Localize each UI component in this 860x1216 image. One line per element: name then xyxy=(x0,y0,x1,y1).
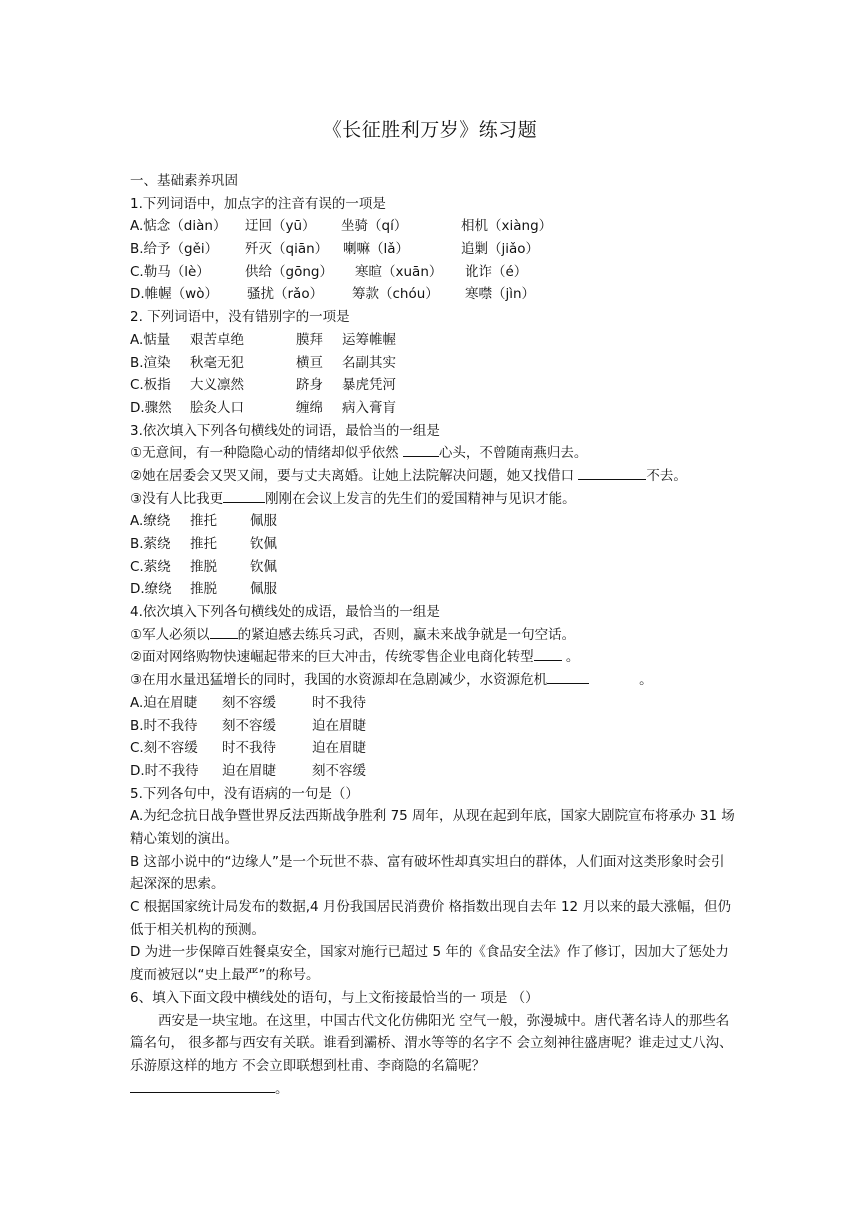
option-item: A.惦念（diàn） xyxy=(130,218,227,235)
document-title: 《长征胜利万岁》练习题 xyxy=(322,119,538,141)
sentence-text: ③在用水量迅猛增长的同时，我国的水资源却在急剧减少，水资源危机 xyxy=(130,672,548,689)
question-4-sentence-1 xyxy=(130,624,735,647)
question-2-option-a xyxy=(130,329,735,352)
sentence-text: 。 xyxy=(561,649,580,666)
question-2-option-b xyxy=(130,352,735,375)
section-heading: 一、基础素养巩固 xyxy=(130,173,238,189)
option-item: 跻身 xyxy=(296,377,323,394)
question-1-option-a xyxy=(130,215,735,238)
option-item: 坐骑（qí） xyxy=(341,218,408,235)
blank-line xyxy=(223,488,265,503)
option-item: 寒暄（xuān） xyxy=(355,263,443,280)
option-item: 迂回（yū） xyxy=(245,218,316,235)
blank-line xyxy=(534,646,562,661)
sentence-text: 刚刚在会议上发言的先生们的爱国精神与见识才能。 xyxy=(265,490,576,507)
blank-line xyxy=(547,669,589,684)
question-3-option-a xyxy=(130,510,735,533)
option-item: 暴虎凭河 xyxy=(342,377,396,394)
question-4-option-c xyxy=(130,737,735,760)
option-item: 运筹帷幄 xyxy=(342,331,396,348)
option-item: 推托 xyxy=(190,513,217,530)
question-6-stem: 6、填入下面文段中横线处的语句，与上文衔接最恰当的一 项是 （） xyxy=(130,989,539,1006)
option-item: 佩服 xyxy=(250,581,277,598)
question-4-option-d xyxy=(130,760,735,783)
question-1-stem: 1.下列词语中，加点字的注音有误的一项是 xyxy=(130,195,386,212)
option-item: 时不我待 xyxy=(312,694,366,711)
question-1-option-c xyxy=(130,261,735,284)
sentence-text: ③没有人比我更 xyxy=(130,490,224,507)
question-4-sentence-3 xyxy=(130,669,735,692)
option-item: 名副其实 xyxy=(342,354,396,371)
sentence-text: ①无意间，有一种隐隐心动的情绪却似乎依然 xyxy=(130,445,403,462)
question-2-option-c xyxy=(130,374,735,397)
option-item: A.惦量 xyxy=(130,331,171,348)
question-2-option-d xyxy=(130,397,735,420)
blank-line xyxy=(130,1078,275,1093)
option-item: A.迫在眉睫 xyxy=(130,694,198,711)
question-3-sentence-2 xyxy=(130,465,735,488)
sentence-text: 。 xyxy=(639,672,653,689)
option-item: B.萦绕 xyxy=(130,536,171,552)
blank-line xyxy=(210,624,238,639)
option-item: D.帷幄（wò） xyxy=(130,286,218,303)
option-item: 秋毫无犯 xyxy=(190,354,244,371)
question-1-option-b xyxy=(130,238,735,261)
question-4-option-b xyxy=(130,715,735,738)
sentence-text: ①军人必须以 xyxy=(130,626,210,643)
option-item: 刻不容缓 xyxy=(222,717,276,734)
question-5-option-b: B 这部小说中的“边缘人”是一个玩世不恭、富有破坏性却真实坦白的群体，人们面对这类形象时会引起深深的思索。 xyxy=(130,853,725,893)
question-2-stem: 2. 下列词语中，没有错别字的一项是 xyxy=(130,309,350,326)
option-item: 推托 xyxy=(190,536,217,552)
option-item: 刻不容缓 xyxy=(312,762,366,779)
question-5-stem: 5.下列各句中，没有语病的一句是（） xyxy=(130,785,359,802)
question-4-sentence-2 xyxy=(130,646,735,669)
sentence-text: ②面对网络购物快速崛起带来的巨大冲击，传统零售企业电商化转型 xyxy=(130,649,534,666)
option-item: B.给予（gěi） xyxy=(130,241,219,258)
blank-line xyxy=(578,465,646,480)
question-3-sentence-1 xyxy=(130,442,735,465)
question-3-option-b xyxy=(130,533,735,556)
option-item: D.时不我待 xyxy=(130,762,199,779)
question-3-stem: 3.依次填入下列各句横线处的词语，最恰当的一组是 xyxy=(130,422,440,439)
option-item: 刻不容缓 xyxy=(222,694,276,711)
option-item: 推脱 xyxy=(190,581,217,598)
question-1-option-d xyxy=(130,283,735,306)
question-4-option-a xyxy=(130,692,735,715)
question-3-option-c xyxy=(130,556,735,579)
question-5-option-d: D 为进一步保障百姓餐桌安全，国家对施行已超过 5 年的《食品安全法》作了修订，因加大了惩处力度而被冠以“史上最严”的称号。 xyxy=(130,944,729,984)
question-4-stem: 4.依次填入下列各句横线处的成语，最恰当的一组是 xyxy=(130,604,440,621)
option-item: 寒噤（jìn） xyxy=(465,286,536,303)
option-item: 相机（xiàng） xyxy=(461,218,553,235)
question-3-sentence-3 xyxy=(130,488,735,511)
sentence-text: 不去。 xyxy=(646,467,687,484)
option-item: 大义凛然 xyxy=(190,377,244,394)
option-item: 横亘 xyxy=(296,354,323,371)
question-6-passage: 西安是一块宝地。在这里，中国古代文化仿佛阳光 空气一般，弥漫城中。唐代著名诗人的那些名篇名句， 很多都与西安有关联。谁看到灞桥、渭水等等的名字不 会立刻神往盛唐呢？谁走过丈八沟、乐游原这样的地方 不会立即联想到杜甫、李商隐的名篇呢？ xyxy=(130,1012,733,1074)
option-item: 筹款（chóu） xyxy=(352,286,439,303)
option-item: 时不我待 xyxy=(222,740,276,757)
option-item: D.骤然 xyxy=(130,399,172,416)
question-3-option-d xyxy=(130,578,735,601)
sentence-text: 的紧迫感去练兵习武，否则，赢未来战争就是一句空话。 xyxy=(237,626,576,643)
option-item: 推脱 xyxy=(190,558,217,575)
option-item: 迫在眉睫 xyxy=(222,762,276,779)
sentence-text: 。 xyxy=(275,1080,289,1097)
option-item: 艰苦卓绝 xyxy=(190,331,244,348)
option-item: 供给（gōng） xyxy=(245,263,333,280)
option-item: 追剿（jiǎo） xyxy=(461,241,540,258)
document-body xyxy=(130,170,735,1100)
option-item: 膜拜 xyxy=(296,331,323,348)
option-item: 脍灸人口 xyxy=(190,399,244,416)
option-item: 缠绵 xyxy=(296,399,323,416)
option-item: B.时不我待 xyxy=(130,717,198,734)
sentence-text: 心头，不曾随南燕归去。 xyxy=(438,445,588,462)
question-5-option-a: A.为纪念抗日战争暨世界反法西斯战争胜利 75 周年，从现在起到年底，国家大剧院宣布将承办 31 场精心策划的演出。 xyxy=(130,808,735,847)
option-item: 骚扰（rǎo） xyxy=(247,286,324,303)
option-item: C.萦绕 xyxy=(130,558,171,575)
option-item: 佩服 xyxy=(250,513,277,530)
option-item: 钦佩 xyxy=(250,536,277,552)
option-item: C.勒马（lè） xyxy=(130,263,210,280)
blank-line xyxy=(403,442,439,457)
option-item: 歼灭（qiān） xyxy=(245,241,329,258)
option-item: D.缭绕 xyxy=(130,581,172,598)
option-item: 讹诈（é） xyxy=(465,263,528,280)
option-item: C.刻不容缓 xyxy=(130,740,198,757)
option-item: 病入膏肓 xyxy=(342,399,396,416)
option-item: B.渲染 xyxy=(130,354,171,371)
option-item: 迫在眉睫 xyxy=(312,717,366,734)
option-item: A.缭绕 xyxy=(130,513,171,530)
option-item: 喇嘛（lǎ） xyxy=(343,241,410,258)
option-item: C.板指 xyxy=(130,377,171,394)
sentence-text: ②她在居委会又哭又闹，要与丈夫离婚。让她上法院解决问题，她又找借口 xyxy=(130,467,579,484)
option-item: 迫在眉睫 xyxy=(312,740,366,757)
question-5-option-c: C 根据国家统计局发布的数据,4 月份我国居民消费价 格指数出现自去年 12 月以来的最大涨幅，但仍低于相关机构的预测。 xyxy=(130,899,731,938)
question-6-answer-line xyxy=(130,1078,735,1101)
option-item: 钦佩 xyxy=(250,558,277,575)
